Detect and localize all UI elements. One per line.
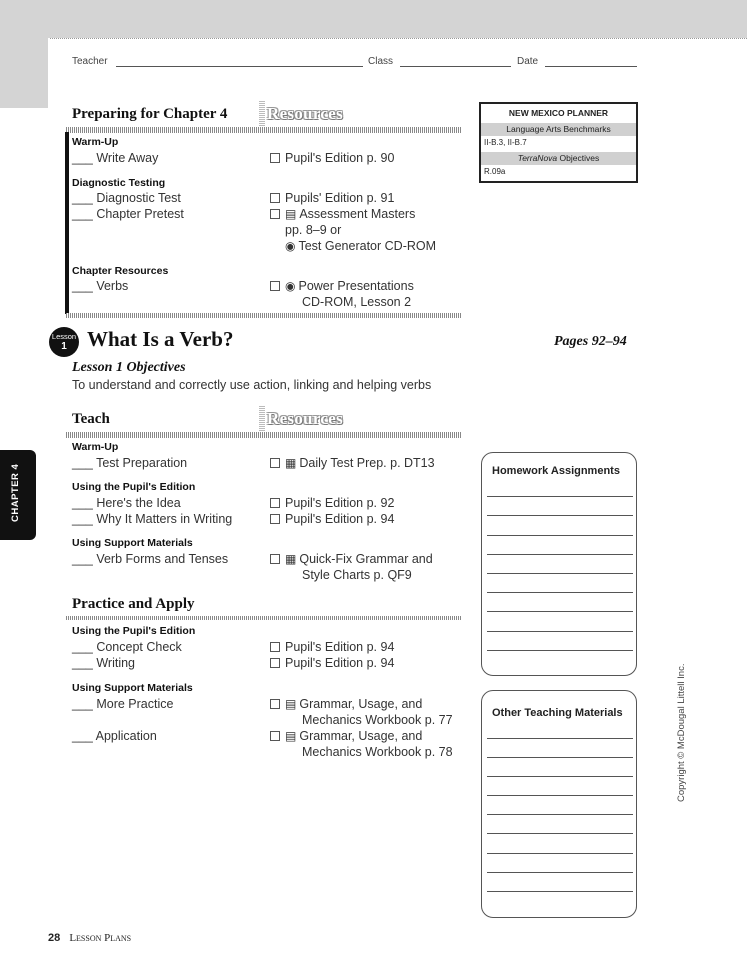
pupils-edition-heading: Using the Pupil's Edition <box>72 625 196 637</box>
write-line[interactable] <box>487 650 633 651</box>
chapter-tab-label: CHAPTER 4 <box>10 463 21 522</box>
checkbox[interactable] <box>270 281 280 291</box>
resource-test-generator: ◉ Test Generator CD-ROM <box>285 239 437 253</box>
write-line[interactable] <box>487 814 633 815</box>
resource-pretest-pages: pp. 8–9 or <box>285 223 342 237</box>
write-line[interactable] <box>487 573 633 574</box>
write-line[interactable] <box>487 631 633 632</box>
task-test-preparation: ___ Test Preparation <box>72 456 188 470</box>
checkbox[interactable] <box>270 658 280 668</box>
write-line[interactable] <box>487 891 633 892</box>
date-label: Date <box>517 56 539 67</box>
checkbox[interactable] <box>270 153 280 163</box>
flip-chart-icon: ▦ <box>285 456 297 470</box>
write-line[interactable] <box>487 776 633 777</box>
planner-la-band: Language Arts Benchmarks <box>481 123 636 136</box>
resource-verb-forms-page: Style Charts p. QF9 <box>302 568 412 582</box>
planner-tn-values: R.09a <box>484 167 506 176</box>
task-writing: ___ Writing <box>72 656 135 670</box>
write-line[interactable] <box>487 757 633 758</box>
task-application: ___ Application <box>72 729 157 743</box>
resource-test-prep: ▦ Daily Test Prep. p. DT13 <box>270 456 435 470</box>
section-stripe <box>66 432 462 438</box>
resource-application-page: Mechanics Workbook p. 78 <box>302 745 453 759</box>
write-line[interactable] <box>487 535 633 536</box>
teacher-field[interactable] <box>116 57 363 67</box>
practice-title: Practice and Apply <box>72 596 195 612</box>
task-verb-forms: ___ Verb Forms and Tenses <box>72 552 229 566</box>
support-materials-heading: Using Support Materials <box>72 682 193 694</box>
teach-title: Teach <box>72 411 110 427</box>
lesson-pages: Pages 92–94 <box>554 334 627 349</box>
homework-title: Homework Assignments <box>492 465 620 477</box>
write-line[interactable] <box>487 554 633 555</box>
homework-box <box>481 452 637 676</box>
other-materials-box <box>481 690 637 918</box>
page-edge-line <box>50 38 747 39</box>
objectives-title: Lesson 1 Objectives <box>72 360 186 375</box>
task-why-it-matters: ___ Why It Matters in Writing <box>72 512 233 526</box>
book-icon: ▤ <box>285 729 297 743</box>
class-field[interactable] <box>400 57 511 67</box>
resources-heading: Resources <box>267 409 344 428</box>
write-line[interactable] <box>487 496 633 497</box>
section-bar <box>65 132 69 314</box>
task-heres-the-idea: ___ Here's the Idea <box>72 496 181 510</box>
planner-la-values: II-B.3, II-B.7 <box>484 138 527 147</box>
task-diagnostic-test: ___ Diagnostic Test <box>72 191 181 205</box>
footer <box>48 932 131 944</box>
planner-tn-band: TerraNova Objectives <box>481 152 636 165</box>
write-line[interactable] <box>487 592 633 593</box>
section-stripe <box>66 616 462 620</box>
book-icon: ▤ <box>285 697 297 711</box>
resource-heres-idea: Pupil's Edition p. 92 <box>270 496 394 510</box>
resources-heading: Resources <box>267 104 344 123</box>
warmup-heading: Warm-Up <box>72 441 119 453</box>
chapter-resources-heading: Chapter Resources <box>72 265 169 277</box>
resource-diagnostic-test: Pupils' Edition p. 91 <box>270 191 394 205</box>
section-stripe-bottom <box>66 313 462 318</box>
copyright: Copyright © McDougal Littell Inc. <box>676 663 687 802</box>
write-line[interactable] <box>487 833 633 834</box>
write-line[interactable] <box>487 795 633 796</box>
checkbox[interactable] <box>270 699 280 709</box>
resource-more-practice-page: Mechanics Workbook p. 77 <box>302 713 453 727</box>
planner-title: NEW MEXICO PLANNER <box>508 108 609 118</box>
top-band <box>0 0 747 38</box>
resource-verbs-lesson: CD-ROM, Lesson 2 <box>302 295 412 309</box>
checkbox[interactable] <box>270 458 280 468</box>
resource-verbs: ◉ Power Presentations <box>270 279 414 293</box>
warmup-heading: Warm-Up <box>72 136 119 148</box>
chapter-tab <box>0 450 36 540</box>
footer-label: Lesson Plans <box>69 932 132 944</box>
write-line[interactable] <box>487 872 633 873</box>
section-stripe <box>66 127 462 133</box>
task-chapter-pretest: ___ Chapter Pretest <box>72 207 184 221</box>
flip-chart-icon: ▦ <box>285 552 297 566</box>
write-line[interactable] <box>487 853 633 854</box>
write-line[interactable] <box>487 738 633 739</box>
task-concept-check: ___ Concept Check <box>72 640 182 654</box>
checkbox[interactable] <box>270 642 280 652</box>
preparing-title: Preparing for Chapter 4 <box>72 106 228 122</box>
pupils-edition-heading: Using the Pupil's Edition <box>72 481 196 493</box>
checkbox[interactable] <box>270 193 280 203</box>
support-materials-heading: Using Support Materials <box>72 537 193 549</box>
other-materials-title: Other Teaching Materials <box>492 707 623 719</box>
resource-writing: Pupil's Edition p. 94 <box>270 656 394 670</box>
diagnostic-heading: Diagnostic Testing <box>72 177 166 189</box>
cd-rom-icon: ◉ <box>285 279 296 293</box>
date-field[interactable] <box>545 57 637 67</box>
resource-application: ▤ Grammar, Usage, and <box>270 729 422 743</box>
page-number: 28 <box>48 932 61 944</box>
book-icon: ▤ <box>285 207 297 221</box>
resource-why-matters: Pupil's Edition p. 94 <box>270 512 394 526</box>
write-line[interactable] <box>487 515 633 516</box>
corner-tab <box>0 38 48 108</box>
checkbox[interactable] <box>270 514 280 524</box>
resource-write-away: Pupil's Edition p. 90 <box>270 151 394 165</box>
resource-concept-check: Pupil's Edition p. 94 <box>270 640 394 654</box>
task-verbs: ___ Verbs <box>72 279 129 293</box>
resource-more-practice: ▤ Grammar, Usage, and <box>270 697 422 711</box>
lesson-badge: Lesson 1 <box>49 327 79 357</box>
task-more-practice: ___ More Practice <box>72 697 174 711</box>
resource-pretest: ▤ Assessment Masters <box>270 207 415 221</box>
checkbox[interactable] <box>270 554 280 564</box>
lesson-title: What Is a Verb? <box>87 327 234 351</box>
teacher-label: Teacher <box>72 56 108 67</box>
objectives-text: To understand and correctly use action, linking and helping verbs <box>72 378 432 392</box>
checkbox[interactable] <box>270 498 280 508</box>
checkbox[interactable] <box>270 731 280 741</box>
resource-verb-forms: ▦ Quick-Fix Grammar and <box>270 552 433 566</box>
checkbox[interactable] <box>270 209 280 219</box>
write-line[interactable] <box>487 611 633 612</box>
cd-rom-icon: ◉ <box>285 239 296 253</box>
task-write-away: ___ Write Away <box>72 151 159 165</box>
new-mexico-planner <box>479 102 638 183</box>
class-label: Class <box>368 56 394 67</box>
